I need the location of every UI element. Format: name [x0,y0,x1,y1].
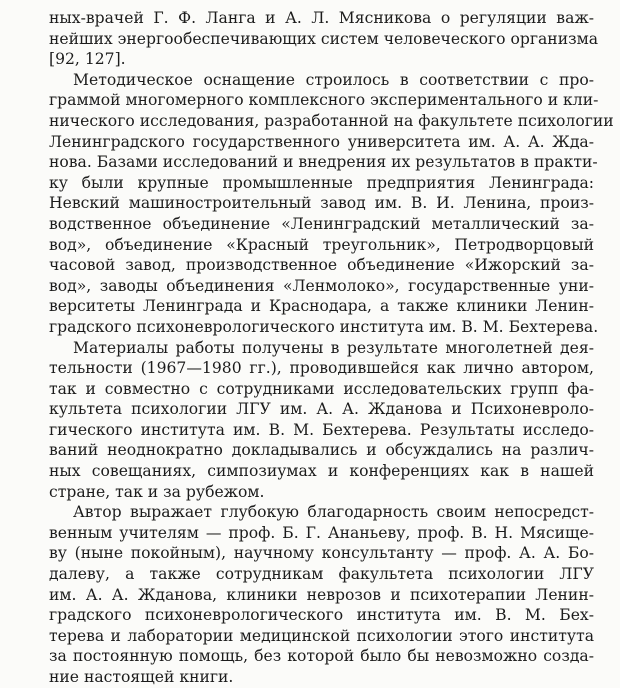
text-line: гического института им. В. М. Бехтерева. Результаты исследо- [49,420,594,439]
text-line: ву (ныне покойным), научному консультанту — проф. А. А. Бо- [49,544,594,563]
text-line: граммой многомерного комплексного экспериментального и кли- [49,91,599,110]
text-line: Методическое оснащение строилось в соответствии с про- [73,70,594,89]
text-line: стране, так и за рубежом. [49,482,265,501]
text-line: ку были крупные промышленные предприятия Ленинграда: [49,173,594,192]
text-line: градского психоневрологического института им. В. М. Бех- [49,606,594,625]
text-line: нейших энергообеспечивающих систем человеческого организма [49,29,599,48]
text-line: так и совместно с сотрудниками исследовательских групп фа- [49,379,594,398]
paragraph-methods [49,70,614,338]
text-line: далеву, а также сотрудникам факультета психологии ЛГУ [49,565,594,584]
text-line: терева и лаборатории медицинской психологии этого института [49,626,594,645]
text-line: Невский машиностроительный завод им. В. И. Ленина, произ- [49,194,594,213]
text-line: тельности (1967—1980 гг.), проводившейся как лично автором, [49,359,594,378]
text-line: венным учителям — проф. Б. Г. Ананьеву, проф. В. Н. Мясище- [49,523,594,542]
text-line: ных-врачей Г. Ф. Ланга и А. Л. Мясникова о регуляции важ- [49,9,594,27]
text-line: культета психологии ЛГУ им. А. А. Жданова и Психоневроло- [49,400,594,419]
paragraph-continuation [49,8,599,70]
text-line: Автор выражает глубокую благодарность своим непосредст- [73,503,594,522]
text-line: нова. Базами исследований и внедрения их результатов в практи- [49,153,598,172]
text-line: Ленинградского государственного университета им. А. А. Жда- [49,132,594,151]
text-line: вод», заводы объединения «Ленмолоко», государственные уни- [49,276,594,295]
text-line: вод», объединение «Красный треугольник», Петродворцовый [49,235,594,254]
body-text [49,8,614,688]
paragraph-acknowledgements [49,502,594,687]
paragraph-materials [49,338,594,503]
text-line: градского психоневрологического института им. В. М. Бехтерева. [49,317,599,336]
text-line: нического исследования, разработанной на факультете психологии [49,111,614,130]
text-line: водственное объединение «Ленинградский металлический за- [49,214,594,233]
text-line: Материалы работы получены в результате многолетней дея- [73,338,594,357]
text-line: ваний неоднократно докладывались и обсуждались на различ- [49,441,594,460]
text-line: часовой завод, производственное объединение «Ижорский за- [49,256,594,275]
text-line: [92, 127]. [49,50,126,69]
text-line: верситеты Ленинграда и Краснодара, а также клиники Ленин- [49,297,594,316]
text-line: ных совещаниях, симпозиумах и конференциях как в нашей [49,462,594,481]
text-line: за постоянную помощь, без которой было бы невозможно созда- [49,647,594,666]
text-line: им. А. А. Жданова, клиники неврозов и психотерапии Ленин- [49,585,594,604]
text-line: ние настоящей книги. [49,668,234,686]
